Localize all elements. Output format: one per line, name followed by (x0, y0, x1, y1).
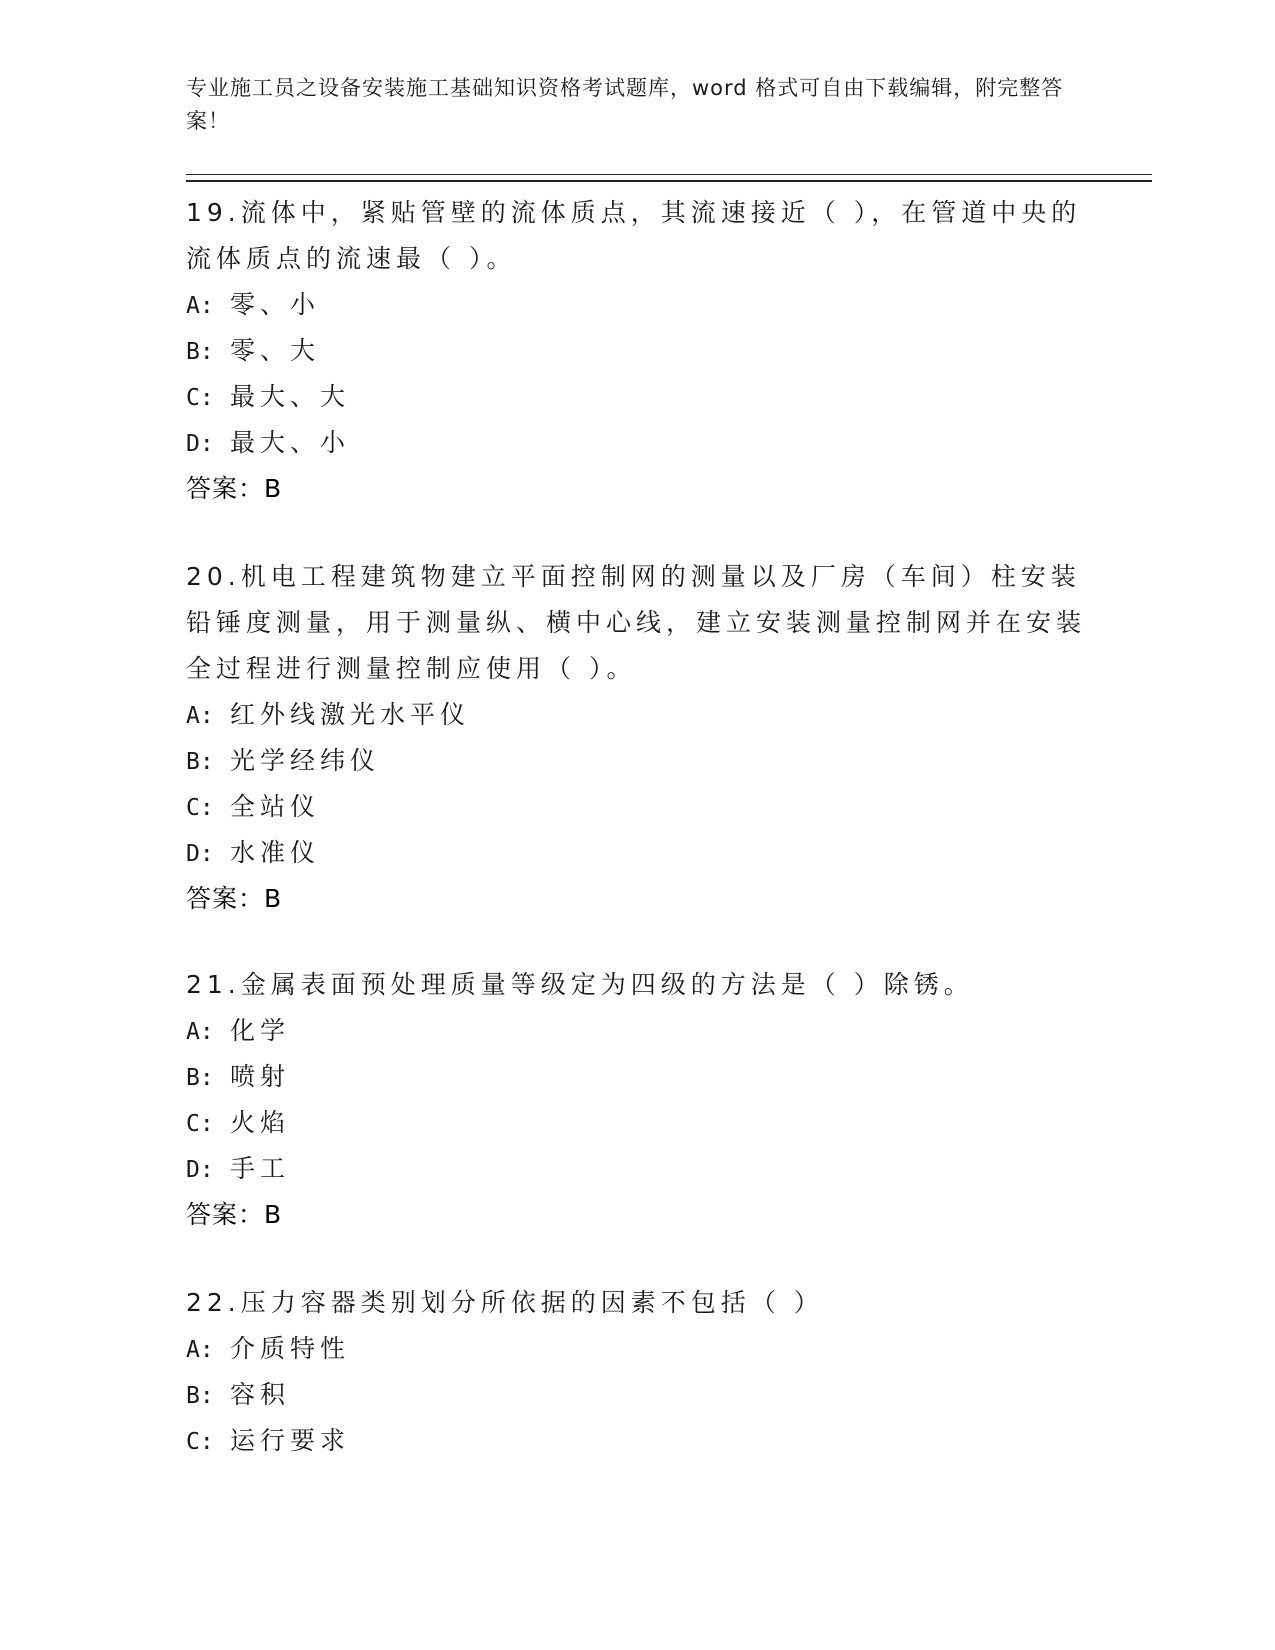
option-a (186, 1008, 1086, 1054)
option-letter: C: (186, 1429, 214, 1455)
option-text: 运行要求 (230, 1426, 351, 1455)
option-text: 红外线激光水平仪 (230, 700, 471, 729)
answer-line: 答案：B (186, 474, 283, 503)
option-text: 零、大 (230, 336, 321, 365)
answer-line: 答案：B (186, 884, 283, 913)
option-letter: A: (186, 1337, 214, 1363)
question-19 (186, 190, 1086, 512)
option-letter: B: (186, 1065, 214, 1091)
option-text: 水准仪 (230, 838, 321, 867)
option-letter: C: (186, 1111, 214, 1137)
option-text: 光学经纬仪 (230, 746, 381, 775)
option-letter: A: (186, 703, 214, 729)
question-21 (186, 962, 1086, 1238)
option-d (186, 1146, 1086, 1192)
option-letter: D: (186, 1157, 214, 1183)
option-letter: D: (186, 841, 214, 867)
question-text: 22.压力容器类别划分所依据的因素不包括（ ） (186, 1288, 824, 1317)
option-b (186, 738, 1086, 784)
question-text: 21.金属表面预处理质量等级定为四级的方法是（ ）除锈。 (186, 970, 974, 999)
option-letter: A: (186, 1019, 214, 1045)
header-divider-thick (186, 180, 1152, 182)
option-d (186, 830, 1086, 876)
header-divider-thin (186, 174, 1152, 175)
option-letter: B: (186, 1383, 214, 1409)
option-d (186, 420, 1086, 466)
question-text: 19.流体中，紧贴管壁的流体质点，其流速接近（ ），在管道中央的流体质点的流速最（ ）。 (186, 198, 1082, 273)
option-text: 最大、大 (230, 382, 351, 411)
option-a (186, 692, 1086, 738)
option-b (186, 1372, 1086, 1418)
option-letter: C: (186, 385, 214, 411)
option-b (186, 328, 1086, 374)
option-letter: A: (186, 293, 214, 319)
answer-line: 答案：B (186, 1200, 283, 1229)
option-text: 手工 (230, 1154, 291, 1183)
option-text: 火焰 (230, 1108, 291, 1137)
option-text: 化学 (230, 1016, 291, 1045)
option-text: 喷射 (230, 1062, 291, 1091)
option-letter: B: (186, 749, 214, 775)
option-c (186, 374, 1086, 420)
question-20 (186, 554, 1086, 922)
option-letter: D: (186, 431, 214, 457)
option-c (186, 1418, 1086, 1464)
option-text: 全站仪 (230, 792, 321, 821)
option-letter: B: (186, 339, 214, 365)
option-text: 介质特性 (230, 1334, 351, 1363)
option-c (186, 784, 1086, 830)
option-text: 容积 (230, 1380, 291, 1409)
option-letter: C: (186, 795, 214, 821)
option-a (186, 282, 1086, 328)
option-text: 零、小 (230, 290, 321, 319)
question-22 (186, 1280, 1086, 1464)
option-b (186, 1054, 1086, 1100)
option-text: 最大、小 (230, 428, 351, 457)
document-header: 专业施工员之设备安装施工基础知识资格考试题库，word 格式可自由下载编辑，附完整答案！ (186, 76, 1064, 133)
question-text: 20.机电工程建筑物建立平面控制网的测量以及厂房（车间）柱安装铅锤度测量，用于测量纵、横中心线，建立安装测量控制网并在安装全过程进行测量控制应使用（ ）。 (186, 562, 1087, 683)
option-c (186, 1100, 1086, 1146)
option-a (186, 1326, 1086, 1372)
